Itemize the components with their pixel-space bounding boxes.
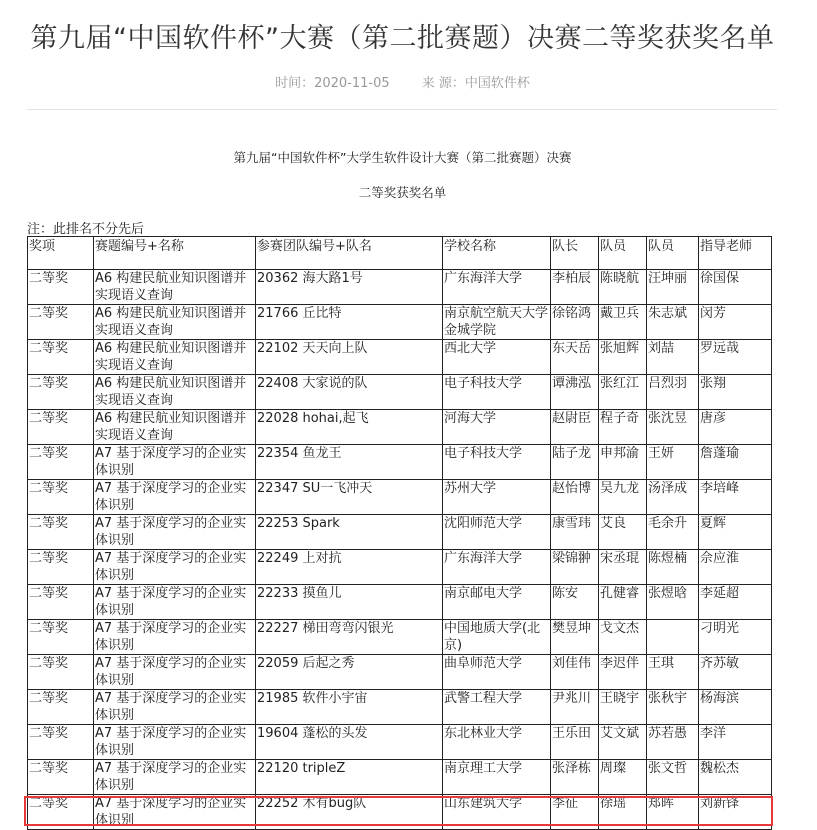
table-cell-text: 汤泽成 — [648, 481, 688, 496]
table-cell-text: 张泽栋 — [552, 761, 592, 776]
table-cell-text: 苏若愚 — [648, 726, 688, 741]
table-cell-text: 22120 tripleZ — [257, 761, 346, 776]
table-row — [28, 305, 772, 340]
table-cell-text: A7 基于深度学习的企业实体识别 — [95, 656, 247, 688]
table-cell — [94, 410, 256, 445]
table-cell — [647, 795, 699, 830]
table-cell-text: 康雪玮 — [552, 516, 592, 531]
table-cell-text: 佘应淮 — [700, 551, 740, 566]
table-cell — [28, 690, 94, 725]
table-cell — [443, 515, 551, 550]
table-cell-text: 艾良 — [600, 516, 627, 531]
table-row — [28, 340, 772, 375]
divider — [27, 109, 777, 110]
table-cell — [256, 585, 443, 620]
table-cell — [647, 515, 699, 550]
table-cell-text: 二等奖 — [29, 761, 69, 776]
table-cell-text: 徐铭鸿 — [552, 306, 592, 321]
table-cell-text: 22354 鱼龙王 — [257, 446, 342, 461]
table-cell — [28, 410, 94, 445]
table-cell-text: A6 构建民航业知识图谱并实现语义查询 — [95, 411, 247, 443]
table-cell-text: 22102 天天向上队 — [257, 341, 368, 356]
table-cell — [551, 760, 599, 795]
table-header-cell: 学校名称 — [443, 237, 551, 270]
table-cell — [551, 620, 599, 655]
table-cell-text: 赵尉臣 — [552, 411, 592, 426]
table-cell — [94, 550, 256, 585]
table-cell-text: A7 基于深度学习的企业实体识别 — [95, 481, 247, 513]
table-cell-text: 苏州大学 — [444, 481, 497, 496]
table-cell-text: 陈煜楠 — [648, 551, 688, 566]
table-cell — [28, 305, 94, 340]
table-cell-text: 武警工程大学 — [444, 691, 523, 706]
table-cell-text: 李迟伴 — [600, 656, 640, 671]
table-row — [28, 655, 772, 690]
table-cell — [699, 795, 772, 830]
table-row — [28, 585, 772, 620]
table-cell — [443, 375, 551, 410]
table-cell-text: 二等奖 — [29, 446, 69, 461]
table-cell-text: 山东建筑大学 — [444, 796, 523, 811]
table-cell — [647, 410, 699, 445]
table-cell — [699, 270, 772, 305]
table-cell-text: 中国地质大学(北京) — [444, 621, 541, 653]
table-cell-text: 22059 后起之秀 — [257, 656, 355, 671]
table-cell-text: 张红江 — [600, 376, 640, 391]
table-cell — [699, 410, 772, 445]
table-cell — [551, 795, 599, 830]
table-cell-text: 夏辉 — [700, 516, 727, 531]
table-cell-text: 二等奖 — [29, 271, 69, 286]
table-cell — [647, 340, 699, 375]
table-cell-text: A6 构建民航业知识图谱并实现语义查询 — [95, 341, 247, 373]
table-cell — [599, 515, 647, 550]
table-cell-text: A6 构建民航业知识图谱并实现语义查询 — [95, 376, 247, 408]
table-cell — [699, 305, 772, 340]
table-row — [28, 690, 772, 725]
table-cell-text: 程子奇 — [600, 411, 640, 426]
table-cell — [443, 480, 551, 515]
publish-time: 时间：2020-11-05 — [275, 76, 390, 91]
table-row — [28, 725, 772, 760]
table-cell-text: 21985 软件小宇宙 — [257, 691, 368, 706]
table-cell — [28, 655, 94, 690]
table-cell-text: 电子科技大学 — [444, 446, 523, 461]
table-header-cell: 参赛团队编号+队名 — [256, 237, 443, 270]
table-cell-text: 赵怡博 — [552, 481, 592, 496]
table-cell-text: 艾文斌 — [600, 726, 640, 741]
table-cell — [28, 375, 94, 410]
table-cell-text: 22233 摸鱼儿 — [257, 586, 342, 601]
table-cell-text: 20362 海大路1号 — [257, 271, 363, 286]
table-cell — [94, 585, 256, 620]
table-cell — [94, 655, 256, 690]
table-cell — [443, 305, 551, 340]
table-cell — [256, 375, 443, 410]
table-cell-text: 齐苏敏 — [700, 656, 740, 671]
table-cell — [256, 445, 443, 480]
table-cell-text: 南京邮电大学 — [444, 586, 523, 601]
table-cell-text: 刘新锋 — [700, 796, 740, 811]
table-cell-text: 22249 上对抗 — [257, 551, 342, 566]
table-cell-text: 陈安 — [552, 586, 579, 601]
table-cell — [443, 655, 551, 690]
table-cell — [256, 305, 443, 340]
table-cell-text: 二等奖 — [29, 656, 69, 671]
table-cell-text: 尹兆川 — [552, 691, 592, 706]
table-cell-text: 21766 丘比特 — [257, 306, 342, 321]
table-cell-text: 西北大学 — [444, 341, 497, 356]
table-cell — [551, 585, 599, 620]
table-cell — [443, 585, 551, 620]
table-cell-text: 二等奖 — [29, 411, 69, 426]
table-cell-text: 东天岳 — [552, 341, 592, 356]
table-cell-text: 申邦渝 — [600, 446, 640, 461]
ranking-note: 注：此排名不分先后 — [27, 222, 145, 237]
table-cell — [647, 480, 699, 515]
table-cell-text: A7 基于深度学习的企业实体识别 — [95, 691, 247, 723]
table-row — [28, 760, 772, 795]
table-cell — [699, 480, 772, 515]
table-cell-text: 东北林业大学 — [444, 726, 523, 741]
table-cell — [443, 270, 551, 305]
table-cell-text: 二等奖 — [29, 691, 69, 706]
table-cell-text: 王晓宇 — [600, 691, 640, 706]
table-header-cell: 赛题编号+名称 — [94, 237, 256, 270]
table-cell — [551, 270, 599, 305]
table-cell — [551, 725, 599, 760]
table-cell-text: 李洋 — [700, 726, 727, 741]
table-cell-text: 二等奖 — [29, 341, 69, 356]
table-cell — [699, 550, 772, 585]
table-cell-text: 张煜晗 — [648, 586, 688, 601]
table-cell — [551, 480, 599, 515]
table-cell-text: A7 基于深度学习的企业实体识别 — [95, 621, 247, 653]
table-cell — [94, 760, 256, 795]
table-cell-text: 汪坤丽 — [648, 271, 688, 286]
table-cell-text: 22227 梯田弯弯闪银光 — [257, 621, 394, 636]
table-cell-text: 张秋宇 — [648, 691, 688, 706]
table-cell — [599, 585, 647, 620]
table-cell — [443, 795, 551, 830]
table-cell — [699, 375, 772, 410]
table-cell — [256, 515, 443, 550]
table-cell — [443, 725, 551, 760]
table-cell-text: 沈阳师范大学 — [444, 516, 523, 531]
table-row — [28, 795, 772, 830]
table-cell-text: 广东海洋大学 — [444, 551, 523, 566]
table-cell — [699, 585, 772, 620]
awards-table — [27, 236, 772, 830]
table-cell — [443, 690, 551, 725]
table-row — [28, 515, 772, 550]
table-cell — [94, 515, 256, 550]
table-cell-text: A7 基于深度学习的企业实体识别 — [95, 726, 247, 758]
table-cell — [551, 375, 599, 410]
table-cell — [551, 445, 599, 480]
table-cell-text: A6 构建民航业知识图谱并实现语义查询 — [95, 271, 247, 303]
table-cell-text: 毛余升 — [648, 516, 688, 531]
table-cell-text: 孔健睿 — [600, 586, 640, 601]
table-cell-text: 广东海洋大学 — [444, 271, 523, 286]
table-cell — [699, 655, 772, 690]
table-cell-text: 李柏辰 — [552, 271, 592, 286]
table-cell-text: 李延超 — [700, 586, 740, 601]
table-cell-text: 戈文杰 — [600, 621, 640, 636]
table-cell — [599, 620, 647, 655]
table-cell — [599, 305, 647, 340]
table-cell — [94, 795, 256, 830]
table-cell — [599, 445, 647, 480]
table-cell — [647, 375, 699, 410]
table-cell-text: 22252 木有bug队 — [257, 796, 367, 811]
table-cell-text: 王乐田 — [552, 726, 592, 741]
table-cell — [599, 270, 647, 305]
table-cell — [647, 725, 699, 760]
table-cell-text: 电子科技大学 — [444, 376, 523, 391]
table-cell — [256, 270, 443, 305]
table-cell — [599, 480, 647, 515]
table-row — [28, 620, 772, 655]
table-cell-text: 二等奖 — [29, 796, 69, 811]
table-cell-text: 戴卫兵 — [600, 306, 640, 321]
table-cell — [256, 480, 443, 515]
table-cell-text: 二等奖 — [29, 481, 69, 496]
table-cell-text: 二等奖 — [29, 726, 69, 741]
table-cell-text: 陆子龙 — [552, 446, 592, 461]
table-cell-text: 宋丞琨 — [600, 551, 640, 566]
table-cell — [647, 305, 699, 340]
table-cell — [647, 445, 699, 480]
table-cell-text: 刘佳伟 — [552, 656, 592, 671]
table-cell — [699, 725, 772, 760]
table-cell-text: 曲阜师范大学 — [444, 656, 523, 671]
table-cell — [28, 515, 94, 550]
table-cell — [699, 445, 772, 480]
table-cell — [28, 480, 94, 515]
table-cell — [28, 340, 94, 375]
table-cell — [94, 690, 256, 725]
table-cell-text: A7 基于深度学习的企业实体识别 — [95, 761, 247, 793]
table-cell — [94, 725, 256, 760]
table-cell-text: 张旭辉 — [600, 341, 640, 356]
table-cell-text: 陈晓航 — [600, 271, 640, 286]
table-cell — [256, 795, 443, 830]
table-cell — [28, 760, 94, 795]
table-cell — [443, 550, 551, 585]
table-cell-text: 李培峰 — [700, 481, 740, 496]
table-cell-text: 徐瑶 — [600, 796, 627, 811]
table-cell — [94, 340, 256, 375]
table-cell-text: 二等奖 — [29, 621, 69, 636]
table-cell-text: 南京理工大学 — [444, 761, 523, 776]
table-cell-text: 罗远哉 — [700, 341, 740, 356]
table-header-cell: 队员 — [647, 237, 699, 270]
table-body — [28, 270, 772, 830]
table-row — [28, 480, 772, 515]
table-cell-text: 詹蓬瑜 — [700, 446, 740, 461]
table-cell-text: 河海大学 — [444, 411, 497, 426]
table-cell-text: 吕烈羽 — [648, 376, 688, 391]
subtitle-competition: 第九届“中国软件杯”大学生软件设计大赛（第二批赛题）决赛 — [233, 150, 572, 165]
table-header-row — [28, 237, 772, 270]
table-cell — [443, 410, 551, 445]
table-cell — [256, 760, 443, 795]
table-cell-text: 张翔 — [700, 376, 727, 391]
table-cell-text: 徐国保 — [700, 271, 740, 286]
table-cell — [599, 550, 647, 585]
table-row — [28, 375, 772, 410]
table-cell-text: 南京航空航天大学金城学院 — [444, 306, 549, 338]
table-cell-text: 郑晖 — [648, 796, 675, 811]
table-cell — [443, 760, 551, 795]
table-row — [28, 270, 772, 305]
table-cell — [699, 620, 772, 655]
table-cell — [256, 550, 443, 585]
table-cell — [699, 690, 772, 725]
table-cell-text: 李征 — [552, 796, 579, 811]
table-cell — [28, 550, 94, 585]
table-cell-text: A6 构建民航业知识图谱并实现语义查询 — [95, 306, 247, 338]
table-cell-text: 二等奖 — [29, 586, 69, 601]
table-cell — [647, 270, 699, 305]
table-cell — [599, 655, 647, 690]
table-cell-text: A7 基于深度学习的企业实体识别 — [95, 446, 247, 478]
table-cell-text: 吴九龙 — [600, 481, 640, 496]
table-cell — [599, 795, 647, 830]
table-cell — [551, 515, 599, 550]
table-cell-text: 唐彦 — [700, 411, 727, 426]
table-cell — [599, 725, 647, 760]
table-cell-text: 二等奖 — [29, 551, 69, 566]
table-cell-text: 樊昱坤 — [552, 621, 592, 636]
article-meta — [0, 72, 805, 91]
table-cell — [647, 550, 699, 585]
table-header-cell: 奖项 — [28, 237, 94, 270]
table-cell — [94, 305, 256, 340]
article-source: 来 源：中国软件杯 — [421, 76, 530, 91]
table-cell-text: 22347 SU一飞冲天 — [257, 481, 373, 496]
table-cell — [647, 585, 699, 620]
table-cell-text: 22408 大家说的队 — [257, 376, 368, 391]
table-cell — [551, 340, 599, 375]
table-cell-text: 朱志斌 — [648, 306, 688, 321]
table-cell — [551, 410, 599, 445]
table-cell-text: 谭沸泓 — [552, 376, 592, 391]
table-cell — [256, 410, 443, 445]
table-cell-text: 22253 Spark — [257, 516, 340, 531]
table-cell — [28, 445, 94, 480]
table-cell-text: 魏松杰 — [700, 761, 740, 776]
table-cell-text: A7 基于深度学习的企业实体识别 — [95, 516, 247, 548]
table-cell — [551, 305, 599, 340]
table-cell — [28, 795, 94, 830]
table-cell — [443, 445, 551, 480]
page-title: 第九届“中国软件杯”大赛（第二批赛题）决赛二等奖获奖名单 — [30, 23, 775, 54]
table-cell — [551, 655, 599, 690]
table-cell-text: A7 基于深度学习的企业实体识别 — [95, 796, 247, 828]
table-header-cell: 队员 — [599, 237, 647, 270]
table-cell — [94, 375, 256, 410]
table-cell-text: 杨海滨 — [700, 691, 740, 706]
table-cell-text: A7 基于深度学习的企业实体识别 — [95, 551, 247, 583]
table-row — [28, 550, 772, 585]
table-cell — [256, 620, 443, 655]
table-cell — [699, 340, 772, 375]
table-cell-text: 王妍 — [648, 446, 675, 461]
table-header-cell: 队长 — [551, 237, 599, 270]
table-cell — [28, 725, 94, 760]
table-cell — [94, 270, 256, 305]
table-cell — [599, 760, 647, 795]
table-cell — [256, 655, 443, 690]
table-cell — [699, 760, 772, 795]
table-cell — [647, 760, 699, 795]
table-cell-text: 张沈昱 — [648, 411, 688, 426]
table-cell — [647, 620, 699, 655]
table-cell — [256, 690, 443, 725]
subtitle-list-name: 二等奖获奖名单 — [358, 185, 447, 200]
table-cell — [599, 340, 647, 375]
table-cell — [551, 550, 599, 585]
table-cell-text: 王琪 — [648, 656, 675, 671]
table-cell — [28, 585, 94, 620]
table-row — [28, 445, 772, 480]
table-cell — [443, 340, 551, 375]
table-cell-text: 张文哲 — [648, 761, 688, 776]
table-cell — [94, 620, 256, 655]
table-cell — [699, 515, 772, 550]
table-cell — [443, 620, 551, 655]
table-cell — [647, 690, 699, 725]
table-header-cell: 指导老师 — [699, 237, 772, 270]
table-cell — [256, 725, 443, 760]
table-cell — [94, 480, 256, 515]
table-cell — [551, 690, 599, 725]
table-cell-text: 19604 蓬松的头发 — [257, 726, 368, 741]
table-cell-text: 二等奖 — [29, 516, 69, 531]
table-cell — [599, 410, 647, 445]
table-cell-text: 闵芳 — [700, 306, 727, 321]
table-cell — [599, 375, 647, 410]
table-cell-text: 刘喆 — [648, 341, 675, 356]
table-cell-text: 二等奖 — [29, 376, 69, 391]
table-cell — [28, 620, 94, 655]
table-cell — [599, 690, 647, 725]
table-cell-text: 二等奖 — [29, 306, 69, 321]
table-cell-text: 刁明光 — [700, 621, 740, 636]
table-cell — [94, 445, 256, 480]
table-cell — [256, 340, 443, 375]
table-cell-text: 梁锦翀 — [552, 551, 592, 566]
table-cell-text: A7 基于深度学习的企业实体识别 — [95, 586, 247, 618]
table-cell — [647, 655, 699, 690]
table-cell-text: 22028 hohai,起飞 — [257, 411, 369, 426]
table-cell-text: 周璨 — [600, 761, 627, 776]
table-row — [28, 410, 772, 445]
table-cell — [28, 270, 94, 305]
